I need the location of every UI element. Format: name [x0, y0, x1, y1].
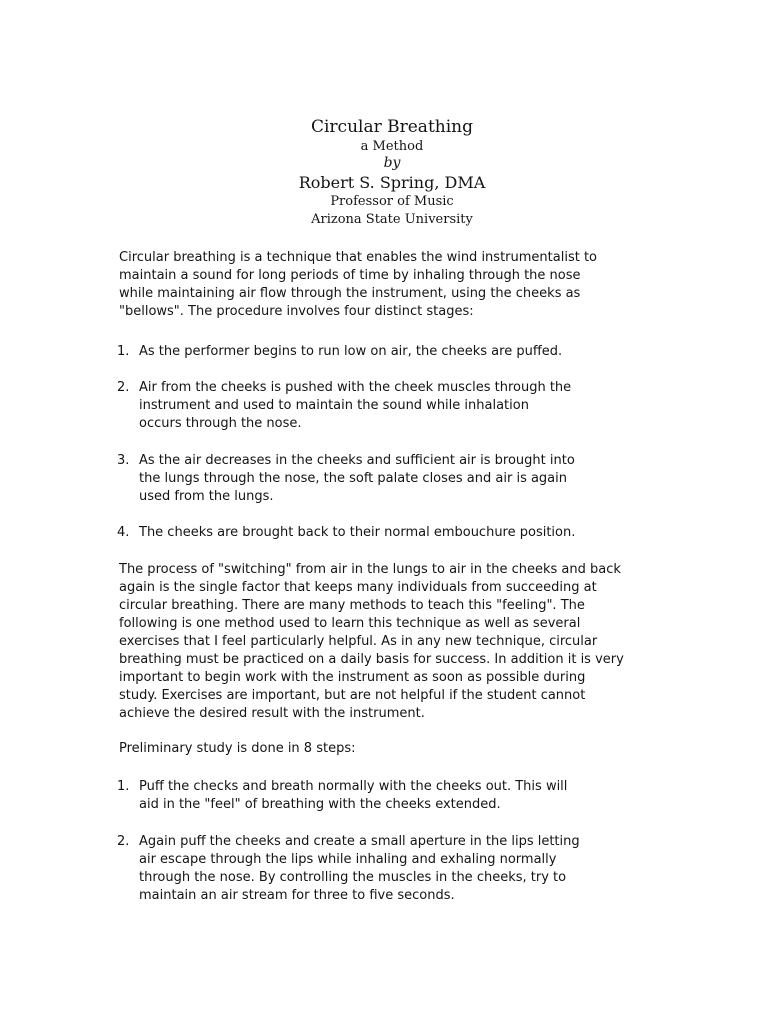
process-line: important to begin work with the instrument as soon as possible during [119, 670, 586, 685]
stage-text: Air from the cheeks is pushed with the cheek muscles through the [139, 380, 572, 395]
step-number: 2. [117, 834, 130, 849]
step-item-2 [117, 833, 637, 905]
author-position: Professor of Music [330, 194, 454, 209]
doc-subtitle: a Method [360, 139, 424, 154]
step-number: 1. [117, 779, 130, 794]
process-line: achieve the desired result with the instrument. [119, 706, 425, 721]
process-line: exercises that I feel particularly helpful. As in any new technique, circular [119, 634, 598, 649]
stage-text: the lungs through the nose, the soft palate closes and air is again [139, 471, 568, 486]
step-text: through the nose. By controlling the muscles in the cheeks, try to [139, 870, 567, 885]
doc-by: by [383, 155, 401, 171]
intro-line: maintain a sound for long periods of time by inhaling through the nose [119, 268, 581, 283]
step-text: maintain an air stream for three to five seconds. [139, 888, 455, 903]
stage-text: used from the lungs. [139, 489, 274, 504]
process-line: The process of "switching" from air in the lungs to air in the cheeks and back [119, 562, 621, 577]
process-paragraph [119, 561, 664, 723]
process-line: circular breathing. There are many methods to teach this "feeling". The [119, 598, 585, 613]
stage-number: 4. [117, 525, 130, 540]
step-item-1 [117, 778, 637, 814]
stage-item-4 [117, 524, 637, 542]
intro-line: Circular breathing is a technique that enables the wind instrumentalist to [119, 250, 597, 265]
prelim-heading [119, 740, 664, 758]
author-institution: Arizona State University [311, 212, 473, 227]
stage-number: 1. [117, 344, 130, 359]
intro-paragraph [119, 249, 664, 321]
step-text: Puff the checks and breath normally with the cheeks out. This will [139, 779, 568, 794]
title-block [0, 116, 768, 229]
author-name: Robert S. Spring, DMA [298, 173, 486, 192]
process-line: breathing must be practiced on a daily basis for success. In addition it is very [119, 652, 624, 667]
step-text: Again puff the cheeks and create a small aperture in the lips letting [139, 834, 580, 849]
stage-text: occurs through the nose. [139, 416, 302, 431]
stage-item-3 [117, 452, 637, 506]
stage-text: instrument and used to maintain the sound while inhalation [139, 398, 529, 413]
stage-text: As the air decreases in the cheeks and sufficient air is brought into [139, 453, 575, 468]
stage-number: 2. [117, 380, 130, 395]
stage-text: As the performer begins to run low on air, the cheeks are puffed. [139, 344, 563, 359]
stage-item-1 [117, 343, 637, 361]
intro-line: "bellows". The procedure involves four distinct stages: [119, 304, 474, 319]
stage-item-2 [117, 379, 637, 433]
stage-text: The cheeks are brought back to their normal embouchure position. [139, 525, 576, 540]
process-line: study. Exercises are important, but are not helpful if the student cannot [119, 688, 586, 703]
prelim-line: Preliminary study is done in 8 steps: [119, 741, 356, 756]
step-text: aid in the "feel" of breathing with the cheeks extended. [139, 797, 501, 812]
intro-line: while maintaining air flow through the instrument, using the cheeks as [119, 286, 581, 301]
step-text: air escape through the lips while inhaling and exhaling normally [139, 852, 557, 867]
stage-number: 3. [117, 453, 130, 468]
process-line: again is the single factor that keeps many individuals from succeeding at [119, 580, 597, 595]
doc-title: Circular Breathing [310, 117, 473, 137]
process-line: following is one method used to learn this technique as well as several [119, 616, 581, 631]
